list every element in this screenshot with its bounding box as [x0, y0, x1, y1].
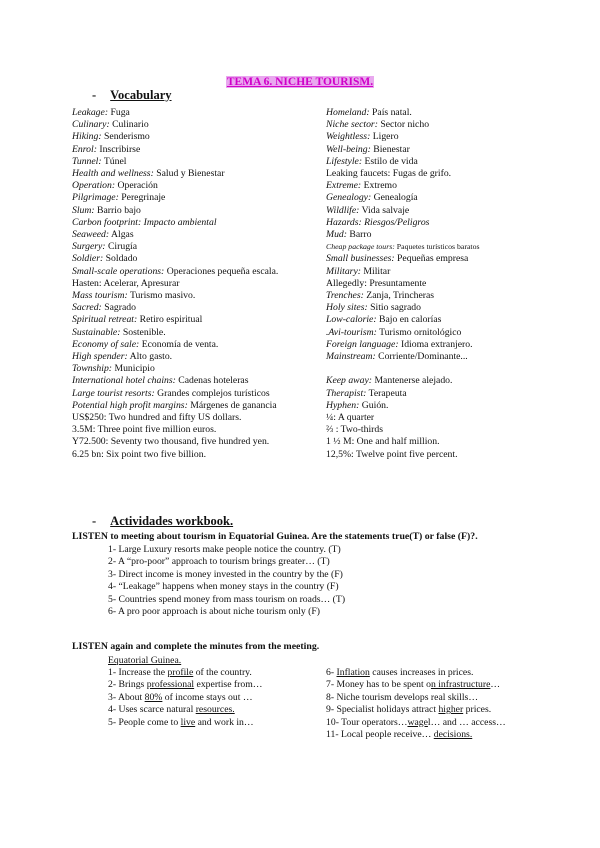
vocab-entry: [72, 253, 278, 265]
vocab-definition: Túnel: [101, 155, 127, 167]
vocab-entry: [72, 156, 278, 168]
vocab-definition: Cadenas hoteleras: [175, 375, 249, 387]
vocab-entry: [72, 436, 278, 448]
minutes-suffix: of income stays out …: [162, 691, 253, 703]
vocab-entry: [326, 119, 480, 131]
minutes-answer: decisions.: [433, 729, 473, 741]
vocab-entry: [72, 339, 278, 351]
vocab-term: Small-scale operations:: [72, 265, 165, 277]
vocab-entry: [326, 314, 480, 326]
minutes-item: [108, 704, 262, 716]
vocab-term: Cheap package tours:: [326, 242, 395, 252]
minutes-suffix: …: [490, 679, 501, 691]
minutes-answer: professional: [146, 679, 195, 691]
vocab-definition: Hasten: Acelerar, Apresurar: [72, 277, 180, 289]
minutes-item: [326, 717, 506, 729]
vocab-term: Trenches:: [326, 290, 364, 302]
minutes-answer: live: [180, 716, 196, 728]
minutes-prompt: 2- Brings: [108, 679, 147, 691]
minutes-suffix: l… and … access…: [427, 716, 506, 728]
vocab-term: Sustainable:: [72, 326, 121, 338]
vocab-entry: [326, 327, 480, 339]
minutes-item: [326, 729, 506, 741]
vocab-entry: [326, 388, 480, 400]
vocab-entry: [326, 180, 480, 192]
vocab-entry: [326, 363, 480, 375]
vocab-entry: [326, 339, 480, 351]
vocab-entry: [326, 156, 480, 168]
listen-question-2: LISTEN again and complete the minutes from the meeting.: [72, 641, 320, 652]
minutes-item: [108, 667, 262, 679]
vocab-entry: [326, 436, 480, 448]
vocab-definition: Genealogía: [371, 192, 418, 204]
vocab-entry: [72, 241, 278, 253]
vocab-entry: [72, 327, 278, 339]
vocab-entry: [72, 424, 278, 436]
document-title: TEMA 6. NICHE TOURISM.: [226, 76, 374, 88]
vocab-term: Hyphen:: [326, 399, 360, 411]
vocab-term: Spiritual retreat:: [72, 314, 138, 326]
vocab-definition: Terapeuta: [366, 387, 407, 399]
vocab-term: Leakage:: [72, 107, 109, 118]
vocab-term: Low-calorie:: [326, 314, 377, 326]
vocab-term: Slum:: [72, 204, 95, 216]
vocab-definition: Márgenes de ganancia: [187, 399, 277, 411]
vocab-term: Mass tourism:: [72, 290, 128, 302]
vocab-definition: Fuga: [108, 107, 130, 118]
vocab-definition: Bajo en calorías: [376, 314, 442, 326]
vocab-term: Mud:: [326, 229, 347, 241]
vocabulary-heading: - Vocabulary: [92, 88, 172, 102]
vocab-entry: [326, 229, 480, 241]
vocab-entry: [72, 192, 278, 204]
vocab-definition: Inscribirse: [96, 143, 141, 155]
vocab-definition: [326, 363, 328, 374]
vocab-entry: [72, 388, 278, 400]
vocab-term: High spender:: [72, 351, 128, 363]
statement-item: 5- Countries spend money from mass tourism on roads… (T): [108, 593, 346, 605]
minutes-suffix: prices.: [463, 704, 492, 716]
vocab-entry: [72, 205, 278, 217]
vocab-term: Military:: [326, 265, 361, 277]
statement-item: 4- “Leakage” happens when money stays in the country (F): [108, 581, 339, 593]
vocab-term: Niche sector:: [326, 119, 378, 131]
minutes-suffix: of the country.: [193, 667, 252, 678]
vocab-entry: [326, 107, 480, 119]
minutes-suffix: and work in…: [195, 716, 254, 728]
vocab-definition: Senderismo: [101, 131, 150, 143]
listen-question-1: LISTEN to meeting about tourism in Equatorial Guinea. Are the statements true(T) or false (F)?.: [72, 531, 478, 542]
vocab-definition: Pequeñas empresa: [394, 253, 469, 265]
vocab-definition: 6.25 bn: Six point two five billion.: [72, 448, 207, 460]
vocab-definition: US$250: Two hundred and fifty US dollars.: [72, 412, 242, 424]
vocab-term: Therapist:: [326, 387, 367, 399]
minutes-prompt: 8- Niche tourism develops real skills…: [326, 691, 479, 703]
vocab-definition: Guión.: [359, 399, 389, 411]
vocab-entry: [326, 266, 480, 278]
vocab-entry: [326, 400, 480, 412]
vocab-term: Hazards:: [326, 216, 362, 228]
vocab-definition: Paquetes turísticos baratos: [394, 242, 480, 252]
vocab-definition: 12,5%: Twelve point five percent.: [326, 448, 458, 460]
vocab-term: Sacred:: [72, 302, 102, 314]
vocab-term: Operation:: [72, 180, 116, 192]
vocab-entry: [72, 400, 278, 412]
vocab-term: Economy of sale:: [72, 338, 140, 350]
activities-heading: - Actividades workbook.: [92, 514, 234, 528]
statement-item: 6- A pro poor approach is about niche tourism only (F): [108, 606, 321, 618]
vocab-term: Seaweed:: [72, 229, 110, 241]
vocab-definition: Turismo ornitológico: [376, 326, 462, 338]
vocab-entry: [72, 119, 278, 131]
vocab-term: Genealogy:: [326, 192, 372, 204]
vocab-term: Pilgrimage:: [72, 192, 119, 204]
true-false-list: [108, 544, 345, 618]
vocab-entry: [72, 314, 278, 326]
vocab-term: Extreme:: [326, 180, 362, 192]
vocab-definition: Operaciones pequeña escala.: [164, 265, 279, 277]
vocab-entry: [326, 424, 480, 436]
vocab-definition: Grandes complejos turísticos: [154, 387, 270, 399]
vocab-entry: [326, 278, 480, 290]
vocab-entry: [326, 205, 480, 217]
vocab-term: Mainstream:: [326, 351, 376, 363]
vocab-definition: Estilo de vida: [362, 155, 418, 167]
vocab-definition: Sitio sagrado: [367, 302, 421, 314]
vocab-entry: [72, 351, 278, 363]
vocab-entry: [326, 302, 480, 314]
vocab-definition: Vida salvaje: [359, 204, 410, 216]
minutes-prompt: 11- Local people receive…: [326, 729, 434, 741]
vocab-entry: [72, 131, 278, 143]
vocab-entry: [72, 363, 278, 375]
vocab-term: Foreign language:: [326, 338, 399, 350]
vocab-definition: Extremo: [361, 180, 397, 192]
minutes-answer: resources.: [195, 704, 235, 716]
vocab-definition: Sector nicho: [377, 119, 430, 131]
statement-item: 3- Direct income is money invested in the country by the (F): [108, 568, 343, 580]
vocab-term: Township:: [72, 363, 113, 375]
vocab-term: Keep away:: [326, 375, 373, 387]
vocab-term: Small businesses:: [326, 253, 395, 265]
vocab-definition: Riesgos/Peligros: [361, 216, 430, 228]
vocab-entry: [326, 375, 480, 387]
minutes-item: [326, 679, 506, 691]
vocab-definition: Turismo masivo.: [127, 290, 196, 302]
vocab-definition: Cirugía: [105, 241, 138, 253]
vocab-definition: Algas: [109, 229, 134, 241]
vocab-definition: Sagrado: [101, 302, 136, 314]
vocab-definition: Zanja, Trincheras: [363, 290, 435, 302]
minutes-prompt: 4- Uses scarce natural: [108, 704, 196, 716]
vocab-definition: Idioma extranjero.: [398, 338, 473, 350]
minutes-item: [108, 679, 262, 691]
vocab-entry: [326, 144, 480, 156]
vocab-term: Homeland:: [326, 107, 370, 118]
vocabulary-right-column: [326, 107, 480, 461]
vocab-definition: Operación: [115, 180, 158, 192]
vocab-definition: Municipio: [112, 363, 155, 375]
minutes-item: [108, 717, 262, 729]
vocab-definition: Militar: [360, 265, 391, 277]
minutes-left-list: [108, 667, 262, 729]
vocab-entry: [72, 290, 278, 302]
statement-item: 2- A “pro-poor” approach to tourism brings greater… (T): [108, 556, 330, 568]
vocab-term: Large tourist resorts:: [72, 387, 155, 399]
vocab-term: Lifestyle:: [326, 155, 363, 167]
vocab-definition: 3.5M: Three point five million euros.: [72, 424, 217, 436]
vocab-term: Surgery:: [72, 241, 106, 253]
minutes-prompt: 9- Specialist holidays attract: [326, 704, 439, 716]
vocab-definition: ⅔ : Two-thirds: [326, 424, 383, 436]
minutes-answer: profile: [167, 667, 194, 678]
vocab-entry: [326, 241, 480, 253]
minutes-prompt: 10- Tour operators…: [326, 716, 408, 728]
minutes-answer: Inflation: [336, 667, 370, 678]
vocab-definition: Retiro espiritual: [137, 314, 203, 326]
vocab-entry: [326, 131, 480, 143]
minutes-answer: wage: [407, 716, 428, 728]
minutes-item: [326, 667, 506, 679]
vocab-term: Tunnel:: [72, 155, 102, 167]
vocab-entry: [72, 278, 278, 290]
vocab-definition: Barro: [346, 229, 372, 241]
minutes-prompt: 7- Money has to be spent o: [326, 679, 431, 691]
minutes-prompt: 1- Increase the: [108, 667, 168, 678]
statement-item: 1- Large Luxury resorts make people notice the country. (T): [108, 544, 341, 555]
vocab-entry: [326, 192, 480, 204]
minutes-prompt: 6-: [326, 667, 337, 678]
minutes-suffix: causes increases in prices.: [369, 667, 474, 678]
vocab-entry: [72, 107, 278, 119]
vocab-term: Holy sites:: [326, 302, 368, 314]
vocab-term: Health and wellness:: [72, 168, 154, 180]
vocab-definition: Bienestar: [370, 143, 410, 155]
vocab-term: .Avi-tourism:: [326, 326, 377, 338]
vocab-entry: [72, 375, 278, 387]
vocab-entry: [72, 266, 278, 278]
vocab-entry: [326, 168, 480, 180]
minutes-suffix: expertise from…: [194, 679, 263, 691]
vocab-term: International hotel chains:: [72, 375, 176, 387]
minutes-item: [326, 692, 506, 704]
vocab-term: Weightless:: [326, 131, 371, 143]
vocab-definition: Salud y Bienestar: [153, 168, 225, 180]
vocab-entry: [72, 229, 278, 241]
vocab-definition: Y72.500: Seventy two thousand, five hundred yen.: [72, 436, 270, 448]
vocab-term: Carbon footprint:: [72, 216, 142, 228]
vocab-definition: Allegedly: Presuntamente: [326, 277, 427, 289]
vocab-definition: Culinario: [109, 119, 149, 131]
vocab-entry: [326, 290, 480, 302]
minutes-item: [108, 692, 262, 704]
vocab-definition: Peregrinaje: [118, 192, 166, 204]
minutes-right-list: [326, 667, 506, 741]
vocab-entry: [72, 168, 278, 180]
vocab-definition: Economía de venta.: [139, 338, 219, 350]
vocab-term: Potential high profit margins:: [72, 399, 188, 411]
vocab-entry: [72, 449, 278, 461]
vocab-entry: [72, 217, 278, 229]
vocab-definition: Leaking faucets: Fugas de grifo.: [326, 168, 452, 180]
minutes-answer: higher: [438, 704, 464, 716]
vocab-entry: [72, 302, 278, 314]
vocab-definition: Sostenible.: [120, 326, 166, 338]
vocab-term: Enrol:: [72, 143, 97, 155]
minutes-prompt: 3- About: [108, 691, 145, 703]
minutes-answer: 80%: [144, 691, 163, 703]
vocab-definition: Corriente/Dominante...: [375, 351, 468, 363]
vocab-entry: [326, 253, 480, 265]
vocab-term: Hiking:: [72, 131, 102, 143]
vocab-definition: Barrio bajo: [94, 204, 141, 216]
vocab-definition: Ligero: [370, 131, 399, 143]
minutes-subheading: Equatorial Guinea.: [108, 655, 182, 666]
vocab-entry: [326, 449, 480, 461]
vocab-term: Soldier:: [72, 253, 104, 265]
vocab-definition: 1 ½ M: One and half million.: [326, 436, 440, 448]
vocab-definition: País natal.: [369, 107, 412, 118]
vocab-definition: Mantenerse alejado.: [372, 375, 453, 387]
vocab-entry: [72, 412, 278, 424]
vocab-entry: [326, 412, 480, 424]
minutes-prompt: 5- People come to: [108, 716, 181, 728]
vocab-entry: [326, 351, 480, 363]
vocab-entry: [326, 217, 480, 229]
minutes-item: [326, 704, 506, 716]
vocab-definition: ¼: A quarter: [326, 412, 375, 424]
vocab-definition: Impacto ambiental: [141, 216, 217, 228]
minutes-answer: n infrastructure: [430, 679, 491, 691]
vocab-term: Culinary:: [72, 119, 110, 131]
vocabulary-left-column: [72, 107, 278, 461]
vocab-definition: Soldado: [103, 253, 138, 265]
vocab-term: Well-being:: [326, 143, 371, 155]
vocab-entry: [72, 144, 278, 156]
vocab-term: Wildlife:: [326, 204, 360, 216]
vocab-definition: Alto gasto.: [127, 351, 173, 363]
vocab-entry: [72, 180, 278, 192]
